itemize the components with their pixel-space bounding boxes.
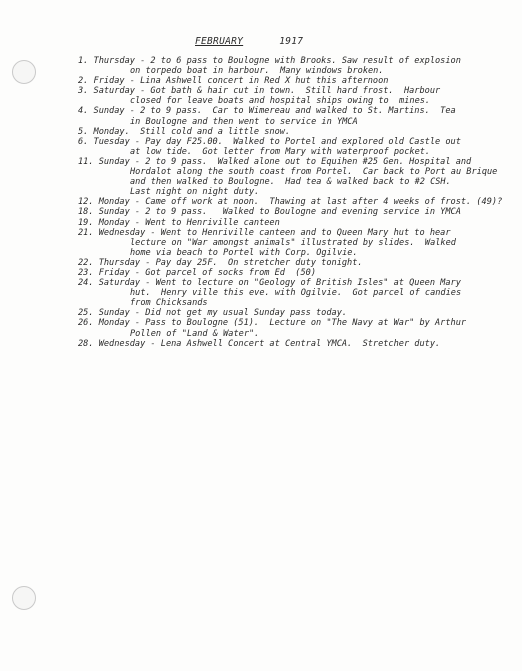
entry-continuation-line: Pollen of "Land & Water". [130, 328, 260, 339]
diary-entry [78, 127, 503, 137]
entry-first-line: 23. Friday - Got parcel of socks from Ed (50) [78, 267, 316, 278]
entry-first-line: 12. Monday - Came off work at noon. Thawing at last after 4 weeks of frost. (49)? [78, 197, 503, 208]
diary-entry [78, 268, 503, 278]
entry-first-line: 5. Monday. Still cold and a little snow. [78, 126, 291, 137]
entry-first-line: 6. Tuesday - Pay day F25.00. Walked to Portel and explored old Castle out [78, 136, 461, 147]
diary-entry [78, 157, 503, 197]
entry-first-line: 3. Saturday - Got bath & hair cut in town. Still hard frost. Harbour [78, 86, 441, 97]
diary-entry [78, 218, 503, 228]
entry-first-line: 21. Wednesday - Went to Henriville canteen and to Queen Mary hut to hear [78, 227, 451, 238]
entry-first-line: 1. Thursday - 2 to 6 pass to Boulogne with Brooks. Saw result of explosion [78, 56, 461, 66]
diary-entry [78, 137, 503, 157]
entry-first-line: 22. Thursday - Pay day 25F. On stretcher duty tonight. [78, 257, 363, 268]
entry-first-line: 11. Sunday - 2 to 9 pass. Walked alone out to Equihen #25 Gen. Hospital and [78, 156, 472, 167]
entry-continuation-line: Last night on night duty. [130, 187, 260, 198]
page-header [195, 36, 303, 47]
entry-first-line: 19. Monday - Went to Henriville canteen [78, 217, 280, 228]
entry-continuation-line: at low tide. Got letter from Mary with waterproof pocket. [130, 146, 431, 157]
entry-first-line: 28. Wednesday - Lena Ashwell Concert at Central YMCA. Stretcher duty. [78, 338, 441, 349]
entry-first-line: 4. Sunday - 2 to 9 pass. Car to Wimereau and walked to St. Martins. Tea [78, 106, 456, 117]
diary-entry [78, 86, 503, 106]
entry-continuation-line: closed for leave boats and hospital ships owing to mines. [130, 96, 431, 107]
diary-entry [78, 228, 503, 258]
binder-hole-top [12, 60, 36, 84]
entry-first-line: 18. Sunday - 2 to 9 pass. Walked to Boulogne and evening service in YMCA [78, 207, 461, 218]
entry-continuation-line: and then walked to Boulogne. Had tea & walked back to #2 CSH. [130, 177, 451, 188]
entry-first-line: 24. Saturday - Went to lecture on "Geology of British Isles" at Queen Mary [78, 278, 461, 289]
entry-continuation-line: hut. Henry ville this eve. with Ogilvie. Got parcel of candies [130, 288, 462, 299]
diary-entry [78, 278, 503, 308]
diary-entries [78, 56, 503, 349]
diary-entry [78, 56, 503, 76]
entry-continuation-line: in Boulogne and then went to service in YMCA [130, 116, 358, 127]
binder-hole-bottom [12, 586, 36, 610]
diary-entry [78, 197, 503, 207]
entry-first-line: 25. Sunday - Did not get my usual Sunday pass today. [78, 308, 348, 319]
diary-entry [78, 258, 503, 268]
header-year: 1917 [279, 36, 304, 47]
entry-first-line: 26. Monday - Pass to Boulogne (51). Lecture on "The Navy at War" by Arthur [78, 318, 467, 329]
diary-entry [78, 76, 503, 86]
entry-continuation-line: lecture on "War amongst animals" illustrated by slides. Walked [130, 237, 456, 248]
entry-continuation-line: home via beach to Portel with Corp. Ogilvie. [130, 247, 358, 258]
entry-continuation-line: Hordalot along the south coast from Portel. Car back to Port au Brique [130, 167, 498, 178]
diary-entry [78, 106, 503, 126]
entry-continuation-line: from Chicksands [130, 298, 208, 309]
diary-entry [78, 339, 503, 349]
diary-entry [78, 207, 503, 217]
diary-entry [78, 318, 503, 338]
entry-first-line: 2. Friday - Lina Ashwell concert in Red X hut this afternoon [78, 76, 389, 87]
header-month: FEBRUARY [195, 36, 244, 47]
entry-continuation-line: on torpedo boat in harbour. Many windows broken. [130, 66, 384, 77]
diary-entry [78, 308, 503, 318]
